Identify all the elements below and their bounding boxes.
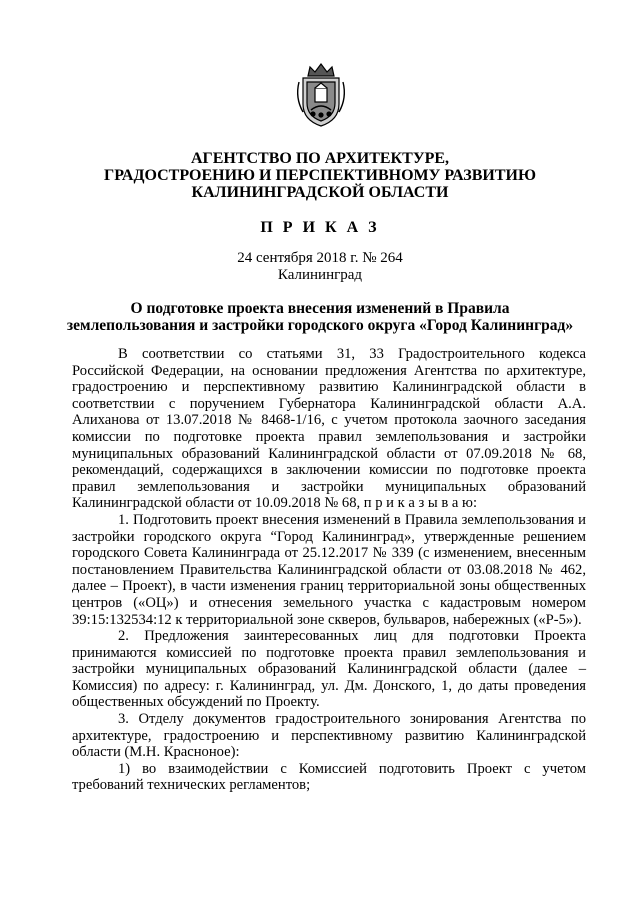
- agency-line-2: ГРАДОСТРОЕНИЮ И ПЕРСПЕКТИВНОМУ РАЗВИТИЮ: [104, 167, 536, 184]
- paragraph-subitem-1: 1) во взаимодействии с Комиссией подготовить Проект с учетом требований технических регламентов;: [72, 760, 586, 794]
- agency-name: [0, 150, 640, 201]
- coat-of-arms-emblem: [293, 62, 349, 128]
- city-name: Калининград: [277, 267, 363, 283]
- subject-line-2: землепользования и застройки городского округа «Город Калининград»: [66, 317, 574, 334]
- document-type: П Р И К А З: [260, 219, 380, 236]
- agency-line-1: АГЕНТСТВО ПО АРХИТЕКТУРЕ,: [190, 150, 450, 167]
- subject-line-1: О подготовке проекта внесения изменений в Правила: [130, 300, 510, 317]
- paragraph-preamble: В соответствии со статьями 31, 33 Градостроительного кодекса Российской Федерации, на основании предложения Агентства по архитектуре, градостроению и перспективному развитию Калининградской области в соответствии с поручением Губернатора Калининградской области А.А. Алиханова от 13.07.2018 № 8468-1/16, с учетом протокола заочного заседания комиссии по подготовке проекта правил землепользования и застройки муниципальных образований Калининградской области от 07.09.2018 № 68, рекомендаций, содержащихся в заключении комиссии по подготовке проекта правил землепользования и застройки муниципальных образований Калининградской области от 10.09.2018 № 68, п р и к а з ы в а ю:: [72, 346, 586, 512]
- date-block: [0, 250, 640, 284]
- agency-line-3: КАЛИНИНГРАДСКОЙ ОБЛАСТИ: [191, 184, 449, 201]
- paragraph-item-3: 3. Отделу документов градостроительного зонирования Агентства по архитектуре, градостроению и перспективному развитию Калининградской области (М.Н. Красноное):: [72, 711, 586, 761]
- document-subject: [0, 300, 640, 334]
- document-body: [72, 346, 586, 794]
- paragraph-item-1: 1. Подготовить проект внесения изменений в Правила землепользования и застройки городского округа “Город Калининград», утвержденные решением городского Совета Калининграда от 25.12.2017 № 339 (с изменением, внесенным постановлением Правительства Калининградской области от 03.08.2018 № 462, далее – Проект), в части изменения границ территориальной зоны общественных центров («ОЦ») и отнесения земельного участка с кадастровым номером 39:15:132534:12 к территориальной зоне скверов, бульваров, набережных («Р-5»).: [72, 511, 586, 628]
- date-number: 24 сентября 2018 г. № 264: [237, 250, 403, 266]
- paragraph-item-2: 2. Предложения заинтересованных лиц для подготовки Проекта принимаются комиссией по подготовке проекта правил землепользования и застройки муниципальных образований Калининградской области (далее – Комиссия) по адресу: г. Калининград, ул. Дм. Донского, 1, до даты проведения общественных обсуждений по Проекту.: [72, 628, 586, 711]
